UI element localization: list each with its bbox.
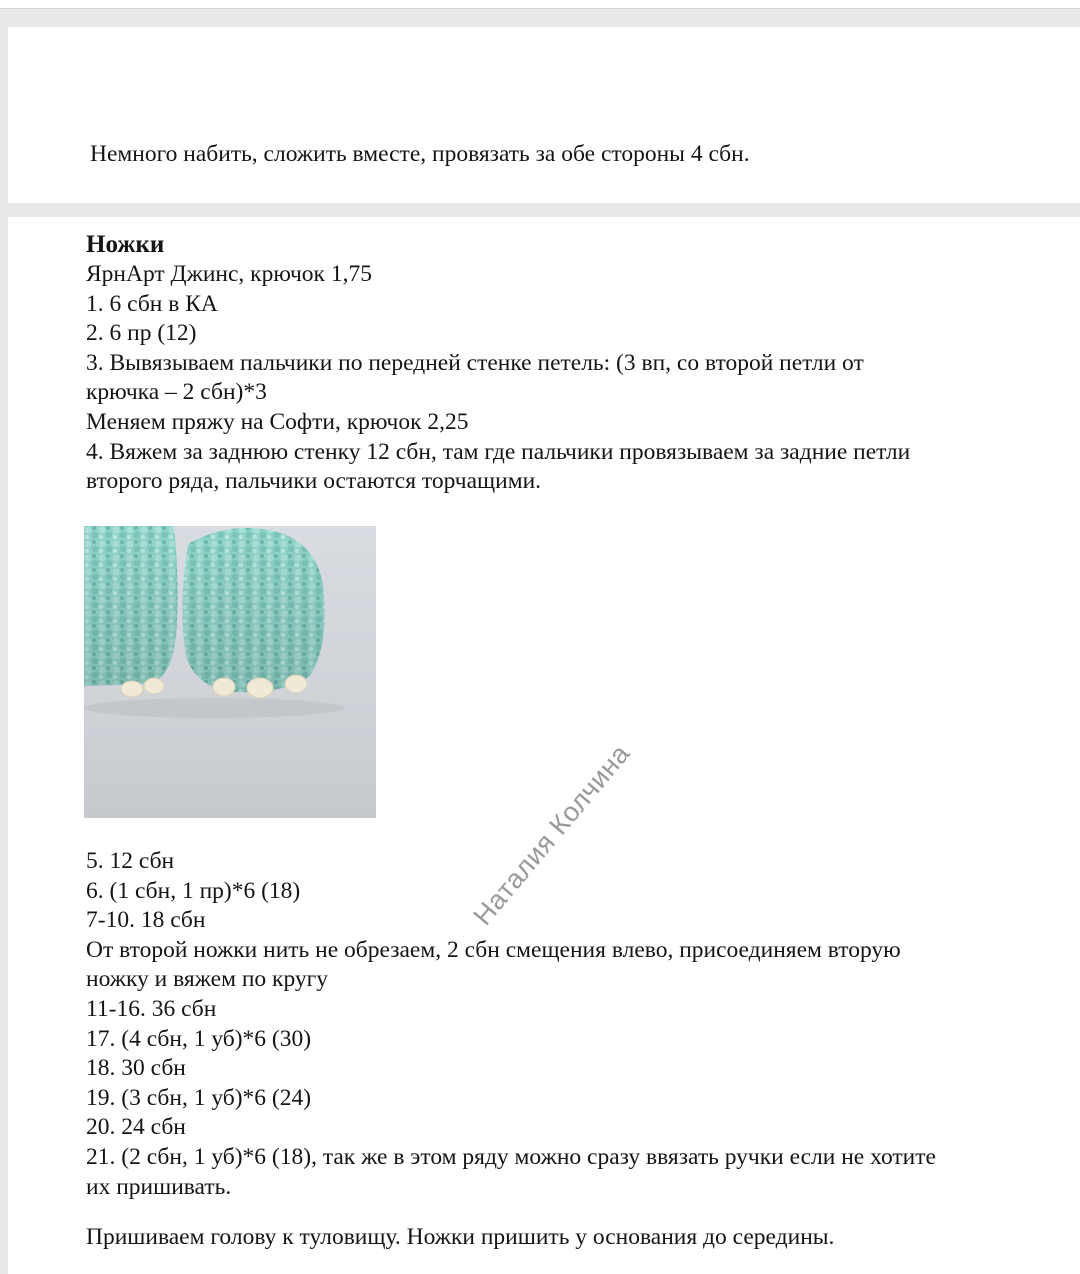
crochet-legs-illustration (84, 526, 376, 818)
final-instruction (86, 1223, 1046, 1253)
instruction-line: их пришивать. (86, 1173, 232, 1200)
final-instruction-line: Пришиваем голову к туловищу. Ножки пришить у основания до середины. (86, 1224, 835, 1250)
instruction-line: 18. 30 сбн (86, 1055, 186, 1082)
instructions-part-1 (86, 230, 1046, 497)
instruction-line: 6. (1 сбн, 1 пр)*6 (18) (86, 877, 301, 904)
instruction-line: Меняем пряжу на Софти, крючок 2,25 (86, 408, 469, 435)
stuffing-instruction: Немного набить, сложить вместе, провязать за обе стороны 4 сбн. (90, 141, 750, 167)
instruction-line: второго ряда, пальчики остаются торчащими. (86, 468, 542, 495)
section-title: Ножки (86, 231, 165, 258)
instruction-line: ножку и вяжем по кругу (86, 966, 329, 993)
document-page-main (8, 217, 1080, 1274)
previous-page-edge (0, 0, 1080, 9)
author-watermark: Наталия Колчина (467, 738, 636, 931)
instruction-line: 5. 12 сбн (86, 848, 175, 874)
instruction-line: 1. 6 сбн в КА (86, 290, 218, 317)
instruction-line: 3. Вывязываем пальчики по передней стенке петель: (3 вп, со второй петли от (86, 349, 864, 376)
document-page-top (8, 27, 1080, 203)
instruction-line: 2. 6 пр (12) (86, 320, 197, 347)
instruction-line: 11-16. 36 сбн (86, 995, 217, 1022)
instruction-line: От второй ножки нить не обрезаем, 2 сбн смещения влево, присоединяем вторую (86, 936, 901, 963)
instruction-line: 4. Вяжем за заднюю стенку 12 сбн, там где пальчики провязываем за задние петли (86, 438, 911, 465)
instruction-line: крючка – 2 сбн)*3 (86, 379, 267, 406)
instruction-line: ЯрнАрт Джинс, крючок 1,75 (86, 261, 372, 287)
legs-photo (84, 526, 376, 818)
instruction-line: 17. (4 сбн, 1 уб)*6 (30) (86, 1025, 312, 1052)
instructions-part-2 (86, 847, 1046, 1202)
instruction-line: 7-10. 18 сбн (86, 907, 206, 934)
instruction-line: 20. 24 сбн (86, 1114, 186, 1141)
instruction-line: 21. (2 сбн, 1 уб)*6 (18), так же в этом ряду можно сразу ввязать ручки если не хотите (86, 1143, 936, 1170)
instruction-line: 19. (3 сбн, 1 уб)*6 (24) (86, 1084, 312, 1111)
